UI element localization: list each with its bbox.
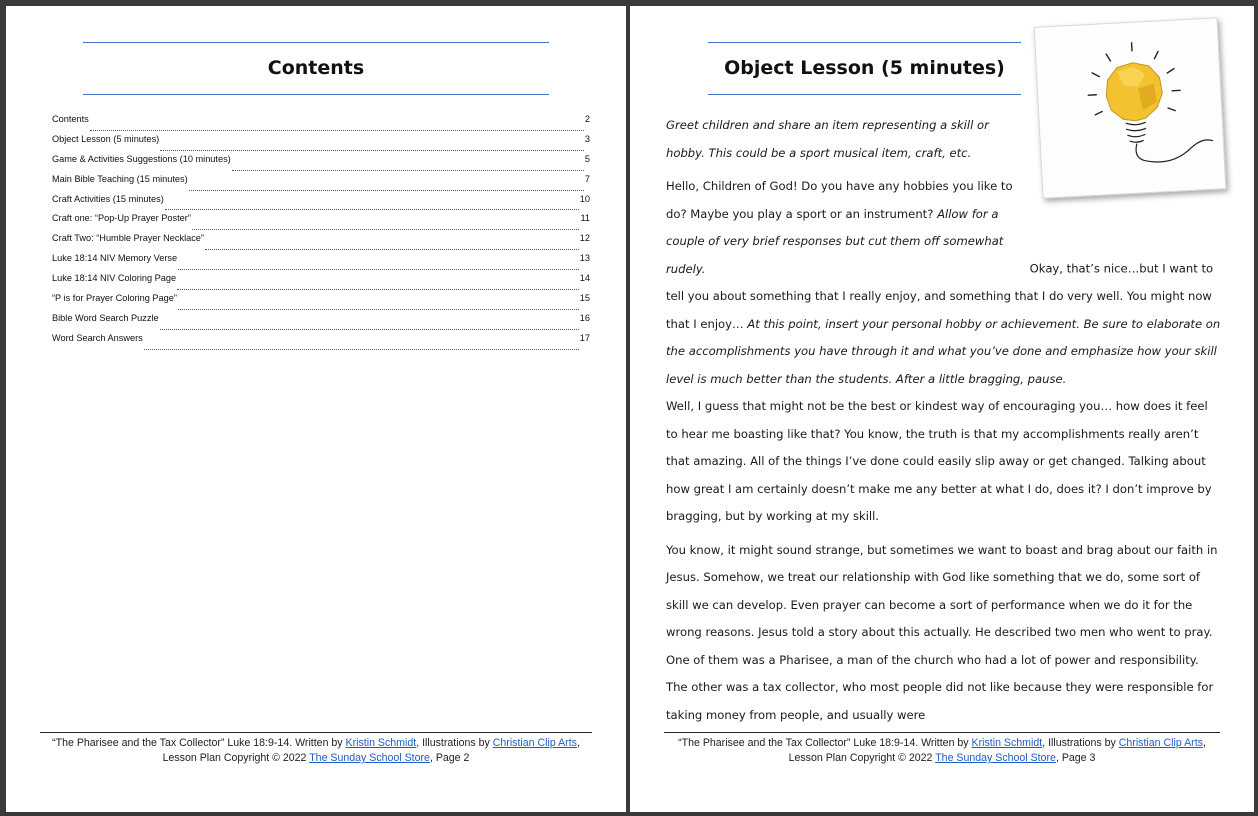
toc-entry-label: Game & Activities Suggestions (10 minutes) [52,153,231,164]
toc-entry[interactable] [52,273,590,293]
toc-entry-page: 10 [579,193,590,204]
toc-entry-label: Contents [52,114,89,124]
toc-entry[interactable] [52,213,590,233]
toc-entry-page: 17 [579,332,590,343]
toc-entry-page: 12 [579,233,590,244]
page-object-lesson [630,6,1254,812]
toc-entry-page: 11 [580,213,590,224]
toc-entry-page: 14 [579,273,590,284]
toc-leader-dots [189,190,584,191]
toc-entry-label: Craft one: “Pop-Up Prayer Poster” [52,213,191,224]
toc-leader-dots [192,229,580,230]
toc-entry-page: 7 [584,173,590,184]
page-title: Object Lesson (5 minutes) [724,57,1005,79]
toc-leader-dots [178,269,579,270]
toc-leader-dots [144,349,579,350]
toc-entry-label: Luke 18:14 NIV Coloring Page [52,273,177,284]
toc-entry-page: 15 [579,293,590,304]
toc-entry[interactable] [52,134,590,154]
toc-entry[interactable] [52,253,590,273]
intro-instruction: Greet children and share an item representing a skill or hobby. This could be a sport musical item, craft, etc. [666,118,989,160]
store-link[interactable]: The Sunday School Store [309,752,430,764]
toc-entry-label: Craft Activities (15 minutes) [52,193,164,204]
toc-leader-dots [90,130,584,131]
page-contents [6,6,626,812]
toc-entry-page: 2 [584,114,590,124]
paragraph-boasting: Well, I guess that might not be the best or kindest way of encouraging you… how does it feel to hear me boasting like that? You know, the truth is that my accomplishments really aren’t that amazing. All of the things I’ve done could easily slip away or get changed. Talking about how great I am certainly doesn’t make me any better at what I do, does it? I don’t improve by bragging, but by working at my skill. [666,399,1212,523]
table-of-contents [52,114,590,353]
toc-entry[interactable] [52,114,590,134]
toc-entry-page: 16 [579,312,590,323]
author-link[interactable]: Kristin Schmidt [345,737,417,749]
toc-entry[interactable] [52,154,590,174]
toc-entry-page: 3 [584,133,590,144]
toc-entry-label: Bible Word Search Puzzle [52,312,159,323]
toc-entry-label: Luke 18:14 NIV Memory Verse [52,253,178,264]
contents-title-block [83,42,549,95]
title-rule-bottom [708,94,1021,95]
toc-entry[interactable] [52,313,590,333]
toc-leader-dots [160,329,579,330]
toc-entry[interactable] [52,233,590,253]
title-rule-top [83,42,549,43]
title-rule-top [708,42,1021,43]
toc-entry[interactable] [52,194,590,214]
toc-entry-label: Main Bible Teaching (15 minutes) [52,173,188,184]
toc-entry-label: “P is for Prayer Coloring Page” [52,293,177,304]
toc-entry[interactable] [52,174,590,194]
toc-entry-page: 5 [584,153,590,164]
page-title: Contents [267,57,365,79]
toc-entry-label: Word Search Answers [52,332,143,343]
toc-leader-dots [205,249,579,250]
toc-entry-label: Craft Two: “Humble Prayer Necklace” [52,233,204,244]
toc-leader-dots [232,170,584,171]
paragraph-faith: You know, it might sound strange, but sometimes we want to boast and brag about our faith in Jesus. Somehow, we treat our relationship with God like something that we do, some sort of skill we can develop. Even prayer can become a sort of performance when we do it for the wrong reasons. Jesus told a story about this actually. He described two men who went to pray. One of them was a Pharisee, a man of the church who had a lot of power and responsibility. The other was a tax collector, who most people did not like because they were responsible for taking money from people, and usually were [666,542,1218,722]
lesson-body [666,112,1222,729]
paragraph-hobbies: Hello, Children of God! Do you have any hobbies you like to do? Maybe you play a sport or an instrument? Allow for a couple of very brief responses but cut them off somewhat rudely. Okay, that’s nice…but I want to tell you about something that I really enjoy, and something that I do very well. You might now that I enjoy… At this point, insert your personal hobby or achievement. Be sure to elaborate on the accomplishments you have through it and what you’ve done and emphasize how your skill level is much better than the students. After a little bragging, pause. [666,179,1221,386]
toc-entry[interactable] [52,293,590,313]
store-link[interactable]: The Sunday School Store [935,752,1056,764]
page-footer: “The Pharisee and the Tax Collector” Luke 18:9-14. Written by Kristin Schmidt, Illustrations by Christian Clip Arts, Lesson Plan Copyright © 2022 The Sunday School Store, Page 2 [40,732,592,766]
illustrator-link[interactable]: Christian Clip Arts [492,737,577,749]
toc-entry-label: Object Lesson (5 minutes) [52,133,160,144]
toc-leader-dots [178,309,579,310]
toc-entry-page: 13 [579,253,590,264]
author-link[interactable]: Kristin Schmidt [971,737,1043,749]
lesson-title-block [708,42,1021,95]
toc-leader-dots [165,209,579,210]
toc-entry[interactable] [52,333,590,353]
illustrator-link[interactable]: Christian Clip Arts [1118,737,1203,749]
page-footer: “The Pharisee and the Tax Collector” Luke 18:9-14. Written by Kristin Schmidt, Illustrations by Christian Clip Arts, Lesson Plan Copyright © 2022 The Sunday School Store, Page 3 [664,732,1220,766]
title-rule-bottom [83,94,549,95]
toc-leader-dots [177,289,579,290]
toc-leader-dots [160,150,584,151]
